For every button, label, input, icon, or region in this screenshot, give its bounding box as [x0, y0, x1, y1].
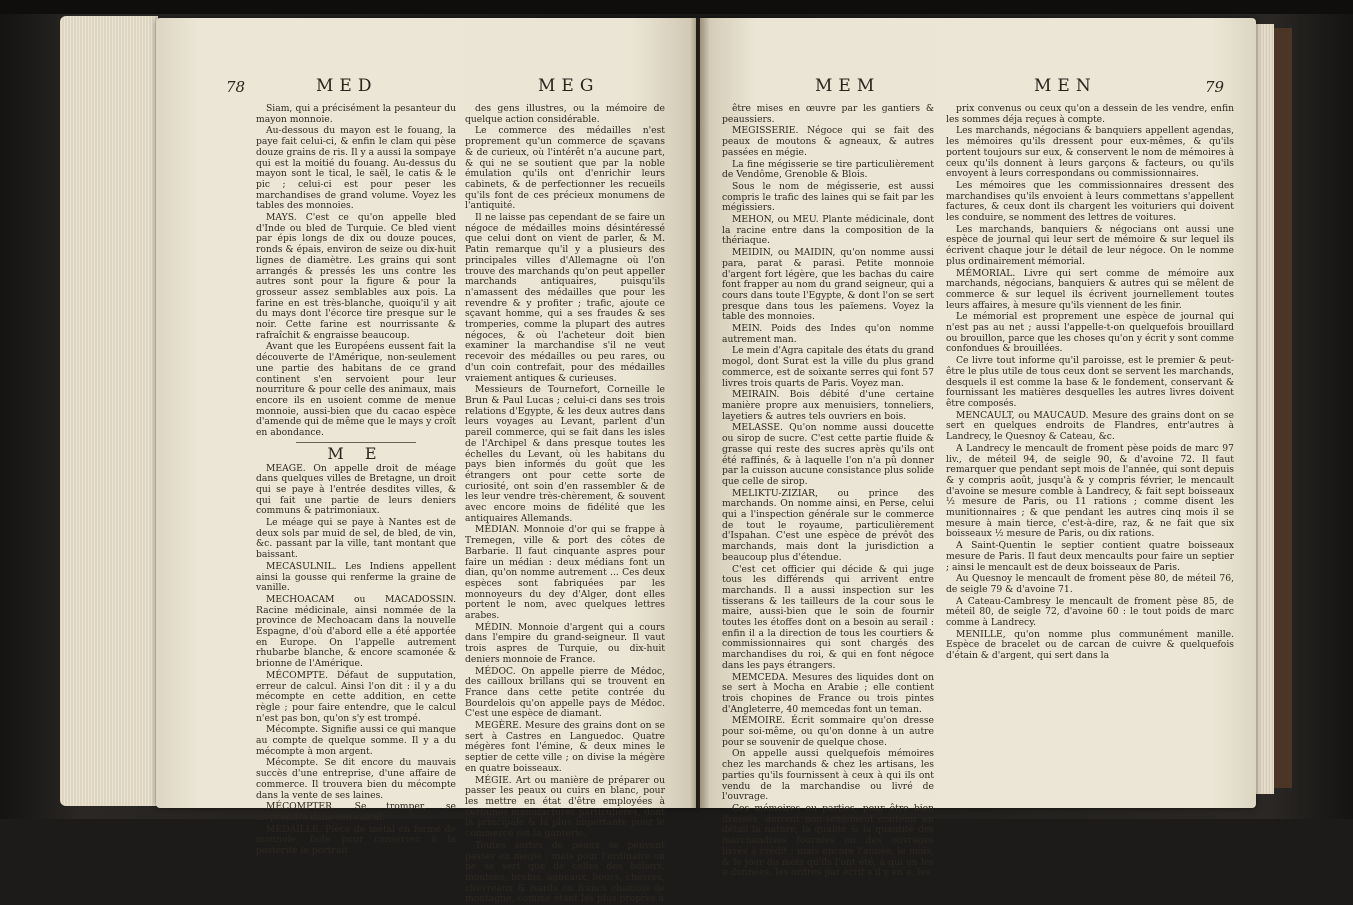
paragraph: MENCAULT, ou MAUCAUD. Mesure des grains dont on se sert en quelques endroits de Flandres, entr'autres à Landrecy, le Quesnoy & Cateau, &c.: [946, 409, 1234, 443]
paragraph: Mécompte. Se dit encore du mauvais succès d'une entreprise, d'une affaire de commerce. Il trouvera bien du mécompte dans la vente de ses laines.: [256, 757, 456, 801]
paragraph: MÉDOC. On appelle pierre de Médoc, des cailloux brillans qui se trouvent en France dans cette petite contrée du Bourdelois qu'on appelle pays de Médoc. C'est une espèce de diamant.: [465, 665, 665, 720]
paragraph: MEIRAIN. Bois débité d'une certaine manière propre aux menuisiers, tonneliers, layetiers & autres tels ouvriers en bois.: [722, 389, 934, 422]
paragraph: Le commerce des médailles n'est proprement qu'un commerce de sçavans & de curieux, où l'intérêt n'a aucune part, & qui ne se soutient que par la noble émulation qu'ils ont d'enrichir leurs cabinets, & de perfectionner les recueils qu'ils font de ces précieux monumens de l'antiquité.: [465, 125, 665, 212]
paragraph: Mécompte. Signifie aussi ce qui manque au compte de quelque somme. Il y a du mécompte à mon argent.: [256, 724, 456, 757]
paragraph: prix convenus ou ceux qu'on a dessein de les vendre, enfin les sommes déja reçues à compte.: [946, 103, 1234, 125]
left-page: [156, 18, 696, 905]
paragraph: Toutes sortes de peaux se peuvent passer en mégie ; mais pour l'ordinaire on ne se sert que de celles des béliers, moutons, brebis, agneaux, boucs, chèvres, chevreaux & isards ou francs chamois de montagne, comme étant les plus propres à: [465, 839, 665, 905]
paragraph: MELIKTU-ZIZIAR, ou prince des marchands. On nomme ainsi, en Perse, celui qui a l'inspection générale sur le commerce de tout le royaume, particulièrement d'Ispahan. C'est une espèce de prévôt des marchands, mais dont la jurisdiction a beaucoup plus d'étendue.: [722, 487, 934, 563]
paragraph: être mises en œuvre par les gantiers & peaussiers.: [722, 103, 934, 125]
paragraph: A Cateau-Cambresy le mencault de froment pèse 85, de méteil 80, de seigle 72, d'avoine 60 : le tout poids de marc comme à Landrecy.: [946, 595, 1234, 629]
paragraph: Les mémoires que les commissionnaires dressent des marchandises qu'ils envoient à leurs commettans s'appellent factures, & ceux dont ils chargent les voituriers qui doivent les conduire, se nomment des lettres de voitures.: [946, 179, 1234, 224]
paragraph: MÉCOMPTER. Se tromper, se méprendre dans son calcul.: [256, 801, 456, 823]
paragraph: Au Quesnoy le mencault de froment pèse 80, de méteil 76, de seigle 79 & d'avoine 71.: [946, 573, 1234, 595]
paragraph: MÉCOMPTE. Défaut de supputation, erreur de calcul. Ainsi l'on dit : il y a du mécompte en cette addition, en cette règle ; pour faire entendre, que le calcul n'est pas bon, qu'on s'y est trompé.: [256, 669, 456, 724]
paragraph: Ce livre tout informe qu'il paroisse, est le premier & peut-être le plus utile de tous ceux dont se servent les marchands, desquels il est comme la base & le fondement, conservant & fournissant les matières desquelles les autres livres doivent être composés.: [946, 355, 1234, 409]
paragraph: MECHOACAM ou MACADOSSIN. Racine médicinale, ainsi nommée de la province de Mechoacam dans la nouvelle Espagne, d'où d'abord elle a été apportée en Europe. On l'appelle autrement rhubarbe blanche, & encore scamonée & brionne de l'Amérique.: [256, 593, 456, 670]
right-cover: [1272, 28, 1292, 788]
left-page-stack: [60, 16, 158, 806]
paragraph: MAYS. C'est ce qu'on appelle bled d'Inde ou bled de Turquie. Ce bled vient par épis longs de dix ou douze pouces, ronds & épais, environ de seize ou dix-huit lignes de diamètre. Les grains qui sont arrangés & pressés les uns contre les autres sont pour la figure & pour la grosseur assez semblables aux pois. La farine en est très-blanche, quoiqu'il y ait du mays dont l'écorce tire presque sur le noir. Cette farine est nourrissante & rafraîchit & engraisse beaucoup.: [256, 212, 456, 341]
paragraph: Le méage qui se paye à Nantes est de deux sols par muid de sel, de bled, de vin, &c. passant par la ville, tant montant que baissant.: [256, 517, 456, 561]
page-number-right: 79: [1205, 78, 1225, 96]
paragraph: A Saint-Quentin le septier contient quatre boisseaux mesure de Paris. Il faut deux mencaults pour faire un septier ; ainsi le mencault est de deux boisseaux de Paris.: [946, 540, 1234, 573]
running-head-mem: MEM: [815, 76, 881, 96]
right-column-2: [946, 104, 1234, 794]
paragraph: MÉGIE. Art ou manière de préparer ou passer les peaux ou cuirs en blanc, pour les mettre en état d'être employées à certaines manufactures particulières, dont la principale & la plus importante pour le commerce est la ganterie.: [465, 774, 665, 840]
paragraph: Le mein d'Agra capitale des états du grand mogol, dont Surat est la ville du plus grand commerce, est de soixante serres qui font 57 livres trois quarts de Paris. Voyez man.: [722, 345, 934, 389]
paragraph: Messieurs de Tournefort, Corneille le Brun & Paul Lucas ; celui-ci dans ses trois relations d'Egypte, & les deux autres dans leurs voyages au Levant, parlent d'un pareil commerce, qui se fait dans les isles de l'Archipel & dans presque toutes les échelles du Levant, où les habitans du pays bien informés du goût que les étrangers ont pour cette sorte de curiosité, ont soin d'en rassembler & de les leur vendre très-chèrement, & souvent avec encore moins de fidélité que les antiquaires Allemands.: [465, 384, 665, 524]
paragraph: Les marchands, banquiers & négocians ont aussi une espèce de journal qui leur sert de mémoire & sur lequel ils écrivent chaque jour le détail de leur négoce. On le nomme plus ordinairement mémorial.: [946, 223, 1234, 267]
page-number-left: 78: [226, 78, 246, 96]
paragraph: des gens illustres, ou la mémoire de quelque action considérable.: [465, 103, 665, 125]
paragraph: MEGISSERIE. Négoce qui se fait des peaux de moutons & agneaux, & autres passées en mégie.: [722, 125, 934, 158]
paragraph: Il ne laisse pas cependant de se faire un négoce de médailles moins désintéressé que celui dont on vient de parler, & M. Patin remarque qu'il y a plusieurs des principales villes d'Allemagne où l'on trouve des marchands qu'on peut appeller marchands antiquaires, puisqu'ils n'amassent des médailles que pour les revendre & y profiter ; trafic, ajoute ce sçavant homme, qui a ses fraudes & ses tromperies, comme la plupart des autres négoces, & où l'acheteur doit bien examiner la marchandise s'il ne veut recevoir des médailles ou peu rares, ou d'un coin contrefait, pour des médailles vraiement antiques & curieuses.: [465, 212, 665, 384]
paragraph: Siam, qui a précisément la pesanteur du mayon monnoie.: [256, 103, 456, 125]
paragraph: Avant que les Européens eussent fait la découverte de l'Amérique, non-seulement une partie des habitans de ce grand continent s'en servoient pour leur nourriture & pour celle des animaux, mais encore ils en usoient comme de menue monnoie, aussi-bien que du cacao espèce d'amende qui de même que le mays y croît en abondance.: [256, 341, 456, 439]
section-rule: [296, 442, 416, 443]
paragraph: Le mémorial est proprement une espèce de journal qui n'est pas au net ; aussi l'appelle-t-on quelquefois brouillard ou brouillon, parce que les choses qu'on y écrit y sont comme confondues & brouillées.: [946, 311, 1234, 355]
paragraph: MÉDAILLE. Pièce de métal en forme de monnoie, faite pour conserver à la postérité le portrait: [256, 823, 456, 857]
paragraph: MEIN. Poids des Indes qu'on nomme autrement man.: [722, 323, 934, 345]
paragraph: Au-dessous du mayon est le fouang, la paye fait celui-ci, & enfin le clam qui pèse douze grains de ris. Il y a aussi la sompaye qui est la moitié du fouang. Au-dessus du mayon sont le tical, le saël, le catis & le pic ; celui-ci est pour peser les marchandises de grand volume. Voyez les tables des monnoies.: [256, 125, 456, 212]
paragraph: MEAGE. On appelle droit de méage dans quelques villes de Bretagne, un droit qui se paye à l'entrée desdites villes, & qui fait une partie de leurs deniers communs & patrimoniaux.: [256, 462, 456, 517]
left-column-2: [465, 103, 665, 905]
paragraph: MEGÈRE. Mesure des grains dont on se sert à Castres en Languedoc. Quatre mégères font l'émine, & deux mines le septier de cette ville ; on divise la mégère en quatre boisseaux.: [465, 720, 665, 774]
paragraph: MEHON, ou MEU. Plante médicinale, dont la racine entre dans la composition de la thériaque.: [722, 214, 934, 247]
paragraph: MÉMORIAL. Livre qui sert comme de mémoire aux marchands, négocians, banquiers & autres qui se mêlent de commerce & sur lequel ils écrivent journellement toutes leurs affaires, à mesure qu'ils viennent de les finir.: [946, 267, 1234, 311]
right-column-1: [722, 103, 934, 879]
right-page-stack: [1254, 24, 1274, 794]
running-head-med: MED: [316, 76, 378, 96]
running-head-men: MEN: [1034, 76, 1097, 96]
paragraph: Ces mémoires ou parties, pour être bien dressés, doivent non-seulement contenir en détail la nature, la qualité & la quantité des marchandises fournies ou des ouvrages livrés à crédit ; mais encore l'année, le mois, & le jour du mois qu'ils l'ont été, à qui on les a données, les ordres par écrit s'il y en a, les: [722, 803, 934, 879]
paragraph: A Landrecy le mencault de froment pèse poids de marc 97 liv., de méteil 94, de seigle 90, & d'avoine 72. Il faut remarquer que pendant sept mois de l'année, qui sont depuis & y compris août, jusqu'à & y compris février, le mencault d'avoine se mesure comble à Landrecy, & fait sept boisseaux ½ mesure de Paris, ou 11 rations ; comme disent les munitionnaires ; & que pendant les autres cinq mois il se mesure à main tierce, c'est-à-dire, raz, & ne fait que six boisseaux ½ mesure de Paris, ou dix rations.: [946, 442, 1234, 540]
left-column-1: [256, 103, 456, 857]
paragraph: C'est cet officier qui décide & qui juge tous les différends qui arrivent entre marchands. Il a aussi inspection sur les tisserans & les tailleurs de la cour sous le maire, aussi-bien que le soin de fournir toutes les étoffes dont on a besoin au serail : enfin il a la direction de tous les courtiers & commissionnaires qui sont chargés des marchandises du roi, & qui en font négoce dans les pays étrangers.: [722, 563, 934, 671]
section-heading: M E: [327, 443, 385, 463]
paragraph: La fine mégisserie se tire particulièrement de Vendôme, Grenoble & Blois.: [722, 158, 934, 181]
running-head-meg: MEG: [538, 76, 600, 96]
paragraph: MÉMOIRE. Écrit sommaire qu'on dresse pour soi-même, ou qu'on donne à un autre pour se souvenir de quelque chose.: [722, 715, 934, 748]
paragraph: MÉDIN. Monnoie d'argent qui a cours dans l'empire du grand-seigneur. Il vaut trois aspres de Turquie, ou dix-huit deniers monnoie de France.: [465, 621, 665, 665]
paragraph: MELASSE. Qu'on nomme aussi doucette ou sirop de sucre. C'est cette partie fluide & grasse qui reste des sucres après qu'ils ont été raffinés, & à laquelle l'on n'a pû donner par la cuisson aucune consistance plus solide que celle de sirop.: [722, 422, 934, 487]
background-shadow: [0, 0, 1353, 14]
paragraph: Les marchands, négocians & banquiers appellent agendas, les mémoires qu'ils dressent pour eux-mêmes, & qu'ils portent toujours sur eux, & conservent le nom de mémoires à ceux qu'ils donnent à leurs garçons & facteurs, ou qu'ils envoyent à leurs correspondans ou commissionnaires.: [946, 125, 1234, 180]
paragraph: MEMCEDA. Mesures des liquides dont on se sert à Mocha en Arabie ; elle contient trois chopines de France ou trois pintes d'Angleterre, 40 memcedas font un teman.: [722, 671, 934, 715]
book-gutter: [690, 18, 710, 808]
paragraph: MÉDIAN. Monnoie d'or qui se frappe à Tremegen, ville & port des côtes de Barbarie. Il faut cinquante aspres pour faire un médian : deux médians font un dian, qu'on nomme autrement ... Ces deux espèces sont fabriquées par les monnoyeurs du dey d'Alger, dont elles portent le nom, avec quelques lettres arabes.: [465, 524, 665, 622]
paragraph: MEIDIN, ou MAIDIN, qu'on nomme aussi para, parat & parasi. Petite monnoie d'argent fort légère, que les bachas du caire font frapper au nom du grand seigneur, qui a cours dans toute l'Egypte, & dont l'on se sert presque dans tous les païemens. Voyez la table des monnoies.: [722, 247, 934, 323]
paragraph: MECASULNIL. Les Indiens appellent ainsi la gousse qui renferme la graine de vanille.: [256, 560, 456, 594]
paragraph: MENILLE, qu'on nomme plus communément manille. Espèce de bracelet ou de carcan de cuivre & quelquefois d'étain & d'argent, qui sert dans la: [946, 628, 1234, 662]
paragraph: On appelle aussi quelquefois mémoires chez les marchands & chez les artisans, les parties qu'ils fournissent à ceux à qui ils ont vendu de la marchandise ou livré de l'ouvrage.: [722, 748, 934, 803]
paragraph: Sous le nom de mégisserie, est aussi compris le trafic des laines qui se fait par les mégissiers.: [722, 180, 934, 214]
right-page: [700, 18, 1256, 879]
